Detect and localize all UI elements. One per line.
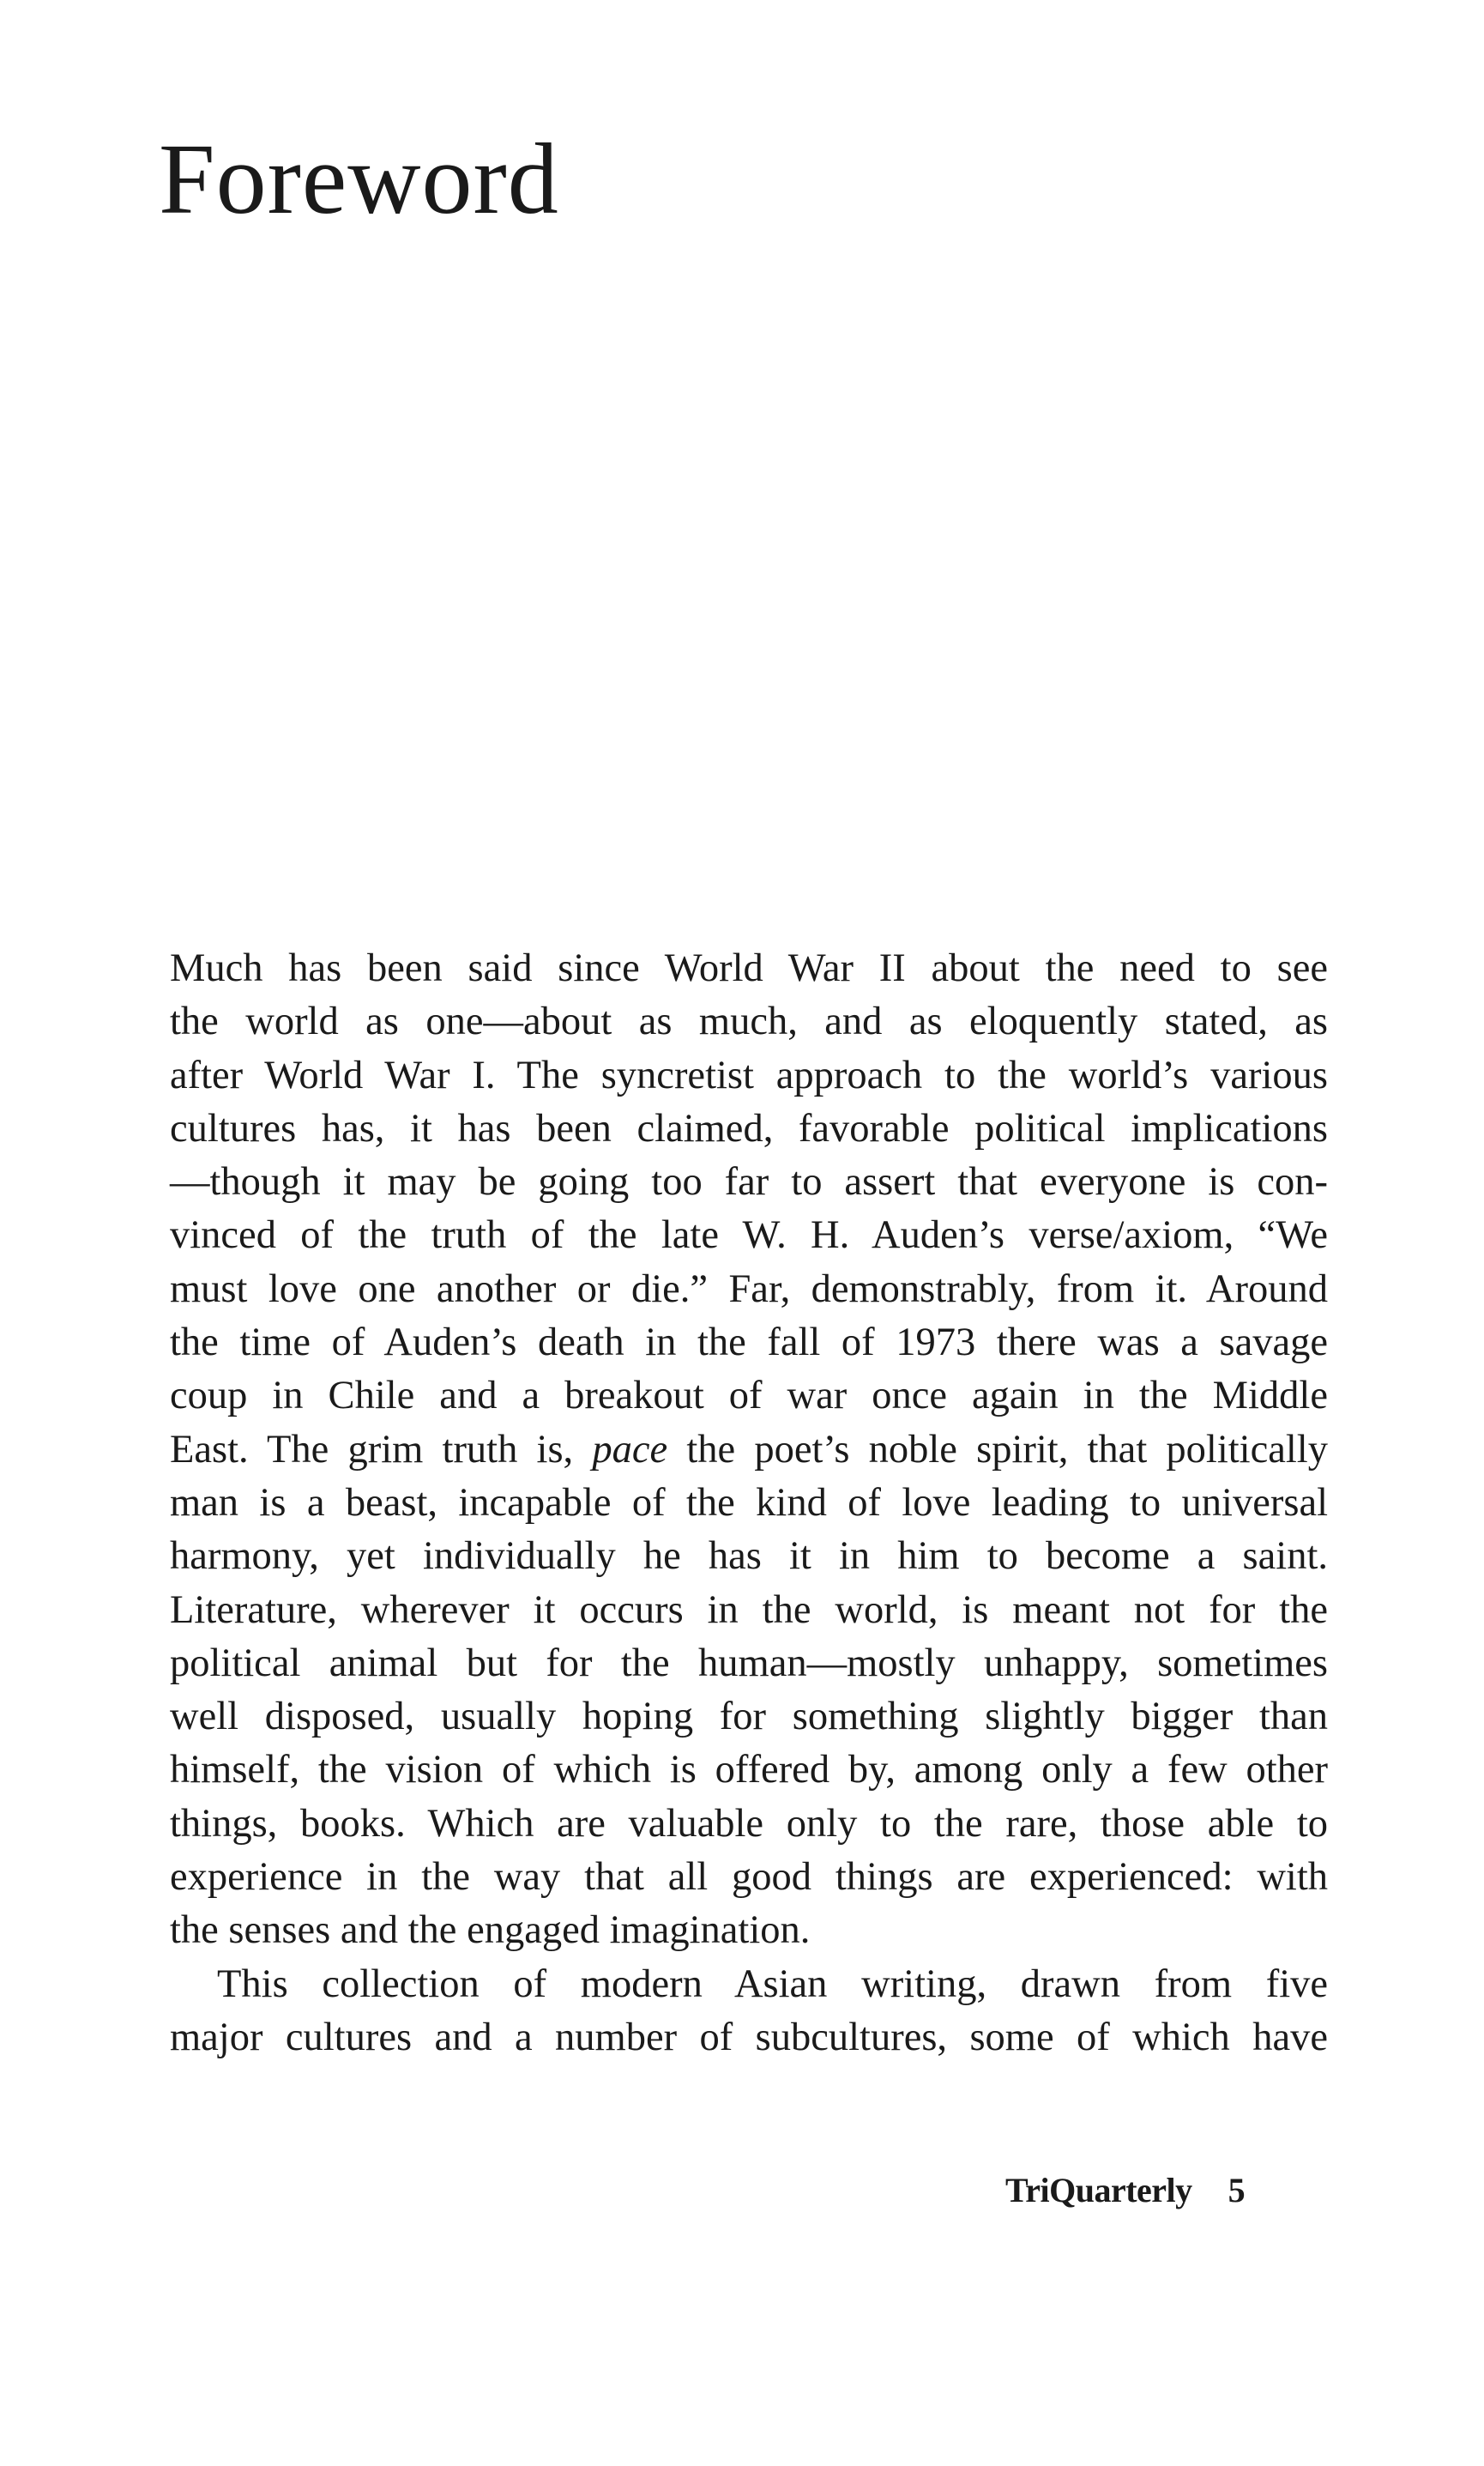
text-line: East. The grim truth is, pace the poet’s noble spirit, that politically — [170, 1427, 1328, 1472]
text-line: This collection of modern Asian writing, drawn from five — [217, 1961, 1328, 2006]
text-line: after World War I. The syncretist approach to the world’s various — [170, 1053, 1328, 1097]
paragraph — [170, 1958, 1328, 2065]
text-line: major cultures and a number of subcultures, some of which have — [170, 2015, 1328, 2059]
journal-name: TriQuarterly — [1005, 2171, 1192, 2209]
text-line: must love one another or die.” Far, demonstrably, from it. Around — [170, 1266, 1328, 1311]
text-line: political animal but for the human—mostly unhappy, sometimes — [170, 1641, 1328, 1685]
text-line: the senses and the engaged imagination. — [170, 1908, 811, 1953]
text-line: cultures has, it has been claimed, favorable political implications — [170, 1106, 1328, 1151]
page-number: 5 — [1228, 2171, 1246, 2209]
text-line: the world as one—about as much, and as eloquently stated, as — [170, 1000, 1328, 1044]
text-line: harmony, yet individually he has it in him to become a saint. — [170, 1534, 1328, 1579]
text-line: —though it may be going too far to assert that everyone is con- — [170, 1160, 1328, 1205]
text-line: coup in Chile and a breakout of war once again in the Middle — [170, 1374, 1328, 1418]
text-line: well disposed, usually hoping for something slightly bigger than — [170, 1695, 1328, 1739]
text-line: things, books. Which are valuable only to the rare, those able to — [170, 1801, 1328, 1846]
body-text — [170, 942, 1328, 2064]
text-line: experience in the way that all good things are experienced: with — [170, 1855, 1328, 1900]
text-line: Literature, wherever it occurs in the world, is meant not for the — [170, 1587, 1328, 1632]
text-line: vinced of the truth of the late W. H. Auden’s verse/axiom, “We — [170, 1213, 1328, 1258]
page-title: Foreword — [159, 123, 559, 235]
paragraph — [170, 942, 1328, 1958]
text-line: man is a beast, incapable of the kind of love leading to universal — [170, 1480, 1328, 1525]
text-line: the time of Auden’s death in the fall of 1973 there was a savage — [170, 1321, 1328, 1365]
text-line: Much has been said since World War II about the need to see — [170, 946, 1328, 990]
running-footer — [1005, 2173, 1246, 2208]
text-line: himself, the vision of which is offered by, among only a few other — [170, 1748, 1328, 1792]
